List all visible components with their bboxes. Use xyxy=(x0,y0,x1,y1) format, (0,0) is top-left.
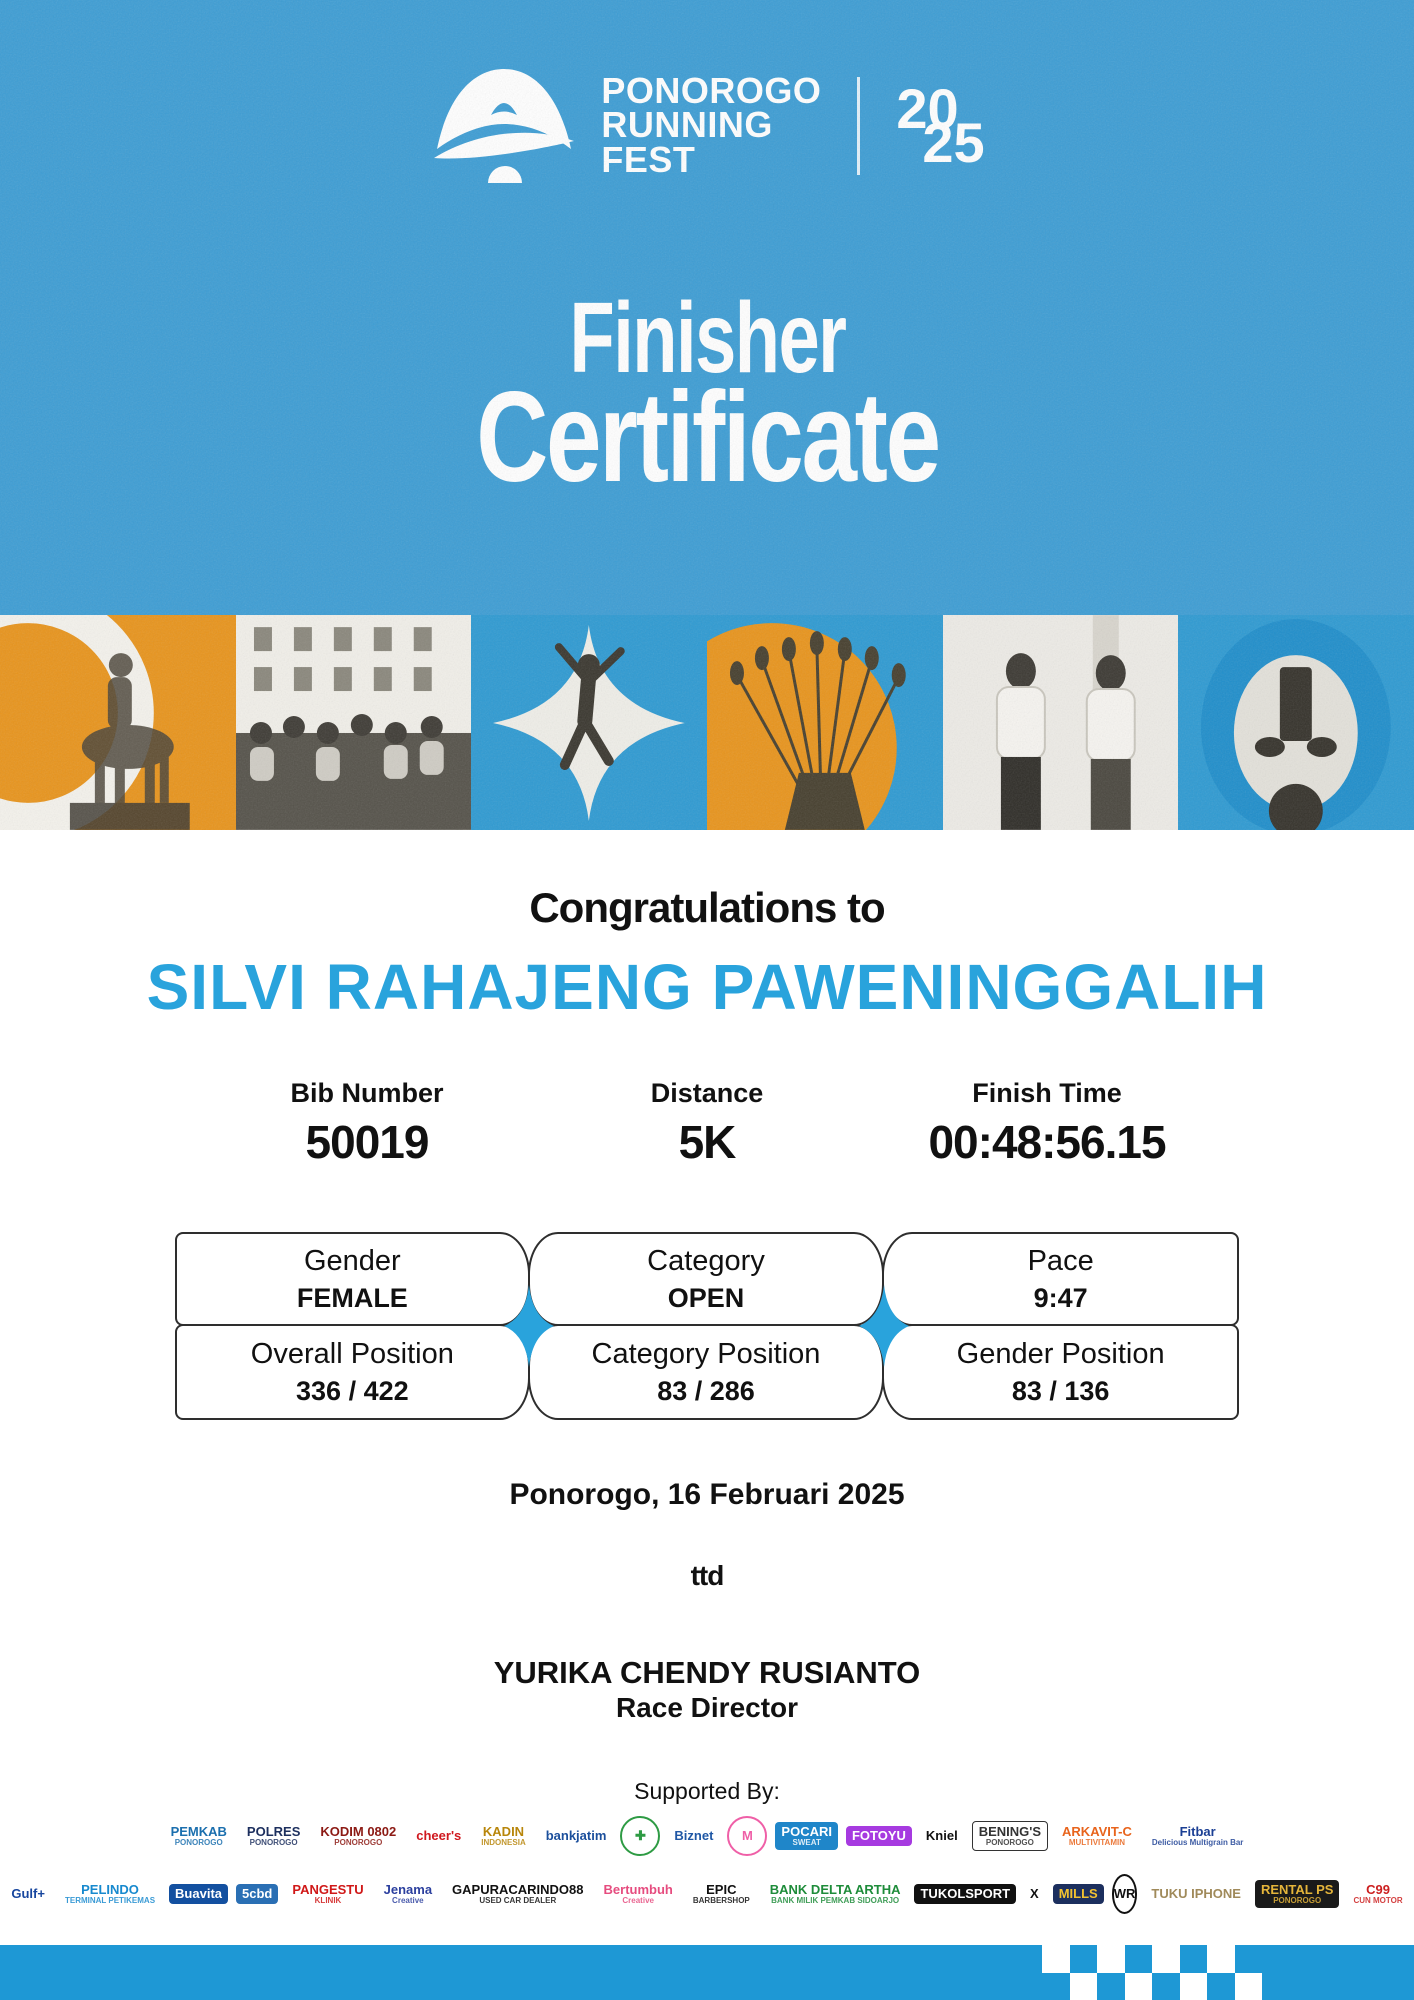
sponsor-logo: BENING'S PONOROGO xyxy=(972,1821,1048,1851)
footer-band xyxy=(0,1945,1414,2000)
event-year xyxy=(896,76,985,174)
event-name xyxy=(601,70,822,180)
sponsor-logo: Gulf+ xyxy=(11,1886,45,1902)
sponsor-logo: C99 CUN MOTOR xyxy=(1353,1881,1403,1905)
stat-value: 00:48:56.15 xyxy=(928,1116,1166,1168)
checker-square xyxy=(1042,1945,1070,1973)
sponsor-logo: Fitbar Delicious Multigrain Bar xyxy=(1151,1823,1244,1847)
cell-value: 336 / 422 xyxy=(296,1375,409,1406)
event-name-line1: PONOROGO xyxy=(601,70,822,112)
diamond-accent-icon xyxy=(858,1284,910,1368)
stat-label: Finish Time xyxy=(972,1078,1122,1108)
sponsor-logo: PEMKAB PONOROGO xyxy=(170,1823,227,1847)
sponsor-logo: Bertumbuh Creative xyxy=(603,1881,673,1905)
sponsor-logo: Buavita xyxy=(169,1884,228,1904)
checker-square xyxy=(1070,1973,1098,2000)
dancer-illustration xyxy=(471,615,707,830)
checker-square xyxy=(1235,1973,1263,2000)
sponsor-logo: POCARI SWEAT xyxy=(775,1822,838,1850)
photo-people-panel xyxy=(943,615,1179,830)
supported-by-label: Supported By: xyxy=(634,1778,780,1804)
sponsor-logo: PELINDO TERMINAL PETIKEMAS xyxy=(64,1881,156,1905)
stat-value: 5K xyxy=(678,1116,736,1168)
event-logo-row xyxy=(0,58,1414,193)
cell-value: 83 / 286 xyxy=(657,1375,755,1406)
cell-gender xyxy=(175,1232,530,1326)
diamond-accent-icon xyxy=(503,1284,555,1368)
congratulations-label: Congratulations to xyxy=(529,884,885,931)
cell-category xyxy=(528,1232,885,1326)
sponsor-logo: POLRES PONOROGO xyxy=(246,1823,301,1847)
signatory-name: YURIKA CHENDY RUSIANTO xyxy=(493,1655,921,1690)
sponsor-logo: PANGESTU KLINIK xyxy=(292,1881,364,1905)
sponsor-logo: bankjatim xyxy=(545,1828,607,1844)
logo-divider xyxy=(857,77,860,175)
sponsor-logo: ✚ xyxy=(620,1816,660,1856)
cell-label: Gender xyxy=(303,1244,401,1277)
sponsor-logo: WR xyxy=(1112,1874,1138,1914)
signature-pre: ttd xyxy=(690,1560,724,1591)
sponsor-logo: RENTAL PS PONOROGO xyxy=(1255,1880,1339,1908)
sponsor-logo: EPIC BARBERSHOP xyxy=(692,1881,750,1905)
recipient-name: SILVI RAHAJENG PAWENINGGALIH xyxy=(146,951,1268,1023)
certificate-title xyxy=(0,282,1414,509)
checker-square xyxy=(1097,1945,1125,1973)
sponsor-logo: KADIN INDONESIA xyxy=(481,1823,526,1847)
cell-gender-position xyxy=(882,1324,1239,1420)
event-name-line3: FEST xyxy=(601,138,696,180)
cell-category-position xyxy=(528,1324,885,1420)
trophy-illustration xyxy=(1178,615,1414,830)
sponsor-logo: BANK DELTA ARTHA BANK MILIK PEMKAB SIDOARJO xyxy=(769,1881,901,1905)
sponsor-row-1 xyxy=(20,1808,1394,1864)
sponsor-logo: KODIM 0802 PONOROGO xyxy=(320,1823,397,1847)
event-logo-icon xyxy=(429,61,579,191)
cell-value: 83 / 136 xyxy=(1011,1375,1110,1406)
stat-label: Bib Number xyxy=(290,1078,444,1108)
sponsor-logo: Kniel xyxy=(925,1828,958,1844)
signatory-role: Race Director xyxy=(615,1692,799,1723)
photo-peacock-panel xyxy=(707,615,943,830)
title-finisher: Finisher xyxy=(569,282,845,394)
detail-grid xyxy=(175,1232,1239,1420)
stat-finish-time xyxy=(877,1078,1217,1169)
runners-illustration xyxy=(236,615,472,830)
sponsor-logo: TUKOLSPORT xyxy=(914,1884,1016,1904)
sponsor-row-2 xyxy=(11,1868,1403,1920)
sponsor-logo: GAPURACARINDO88 USED CAR DEALER xyxy=(452,1881,584,1905)
peacock-fan-illustration xyxy=(707,615,943,830)
sponsor-logo: ARKAVIT-C MULTIVITAMIN xyxy=(1062,1823,1132,1847)
sponsor-logo: FOTOYU xyxy=(846,1826,912,1846)
cell-pace xyxy=(882,1232,1239,1326)
people-illustration xyxy=(943,615,1179,830)
checker-square xyxy=(1125,1973,1153,2000)
stat-value: 50019 xyxy=(305,1116,429,1168)
year-bottom: 25 xyxy=(922,110,985,174)
stat-distance xyxy=(537,1078,877,1169)
checker-square xyxy=(1152,1945,1180,1973)
photo-dancer-panel xyxy=(471,615,707,830)
photo-trophy-panel xyxy=(1178,615,1414,830)
stat-label: Distance xyxy=(650,1078,764,1108)
photo-runners-panel xyxy=(236,615,472,830)
primary-stats xyxy=(197,1078,1217,1169)
year-top: 20 xyxy=(896,76,959,140)
cell-label: Overall Position xyxy=(250,1337,454,1370)
photo-strip xyxy=(0,615,1414,830)
cell-label: Pace xyxy=(1027,1244,1094,1277)
cell-value: OPEN xyxy=(667,1282,745,1313)
sponsor-logo: M xyxy=(727,1816,767,1856)
photo-statue-panel xyxy=(0,615,236,830)
sponsor-logo: Jenama Creative xyxy=(383,1881,433,1905)
stat-bib-number xyxy=(197,1078,537,1169)
header-banner xyxy=(0,0,1414,615)
sponsor-logo: Biznet xyxy=(674,1828,714,1844)
place-date: Ponorogo, 16 Februari 2025 xyxy=(509,1478,905,1511)
cell-value: 9:47 xyxy=(1033,1282,1088,1313)
checker-square xyxy=(1180,1973,1208,2000)
sponsor-logo: cheer's xyxy=(416,1828,462,1844)
sponsor-logo: MILLS xyxy=(1053,1884,1104,1904)
statue-illustration xyxy=(0,615,236,830)
cell-label: Category Position xyxy=(591,1337,821,1370)
cell-overall-position xyxy=(175,1324,530,1420)
cell-value: FEMALE xyxy=(296,1282,408,1313)
cell-label: Gender Position xyxy=(956,1337,1165,1370)
checker-square xyxy=(1207,1945,1235,1973)
cell-label: Category xyxy=(647,1244,765,1277)
sponsor-logo: X xyxy=(1030,1886,1039,1902)
sponsor-logo: TUKU IPHONE xyxy=(1151,1886,1241,1902)
title-certificate: Certificate xyxy=(475,366,939,509)
sponsor-logo: 5cbd xyxy=(236,1884,278,1904)
event-name-line2: RUNNING xyxy=(601,104,773,146)
